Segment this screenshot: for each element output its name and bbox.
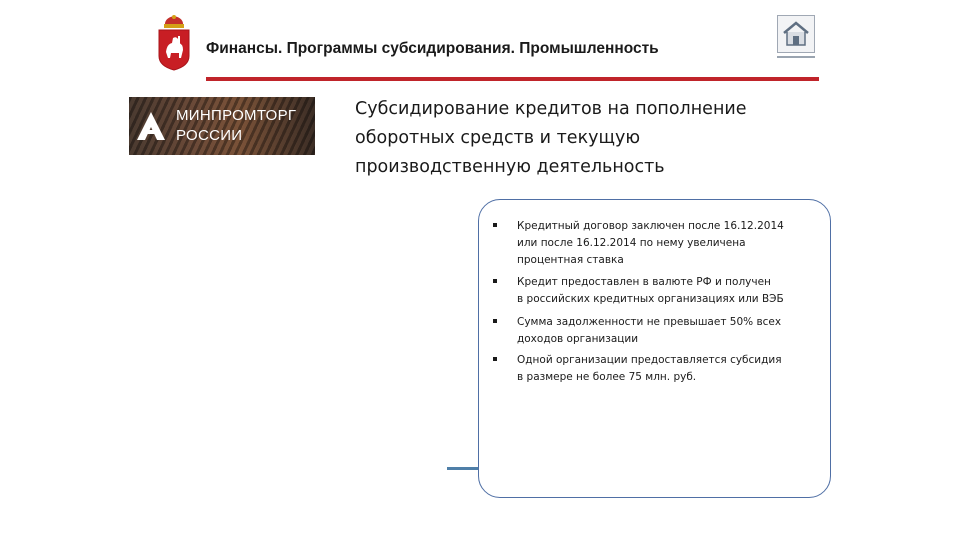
header-title: Финансы. Программы субсидирования. Промышленность — [206, 40, 659, 57]
home-button[interactable] — [777, 15, 815, 53]
bullet-icon — [493, 223, 497, 227]
minpromtorg-triangle-icon — [135, 110, 167, 142]
minpromtorg-logo — [129, 97, 315, 155]
bullet-icon — [493, 357, 497, 361]
slide-title-line: Субсидирование кредитов на пополнение — [355, 99, 747, 119]
list-item-text: доходов организации — [517, 333, 639, 345]
accent-line — [447, 467, 481, 470]
bullet-icon — [493, 319, 497, 323]
home-button-underline — [777, 56, 815, 58]
conditions-card — [478, 199, 831, 498]
list-item-text: Кредитный договор заключен после 16.12.2014 — [517, 220, 784, 232]
list-item-text: в российских кредитных организациях или ВЭБ — [517, 293, 784, 305]
list-item-text: в размере не более 75 млн. руб. — [517, 371, 697, 383]
bullet-icon — [493, 279, 497, 283]
header-divider — [206, 77, 819, 81]
list-item-text: Одной организации предоставляется субсидия — [517, 354, 782, 366]
logo-text-line1: МИНПРОМТОРГ — [176, 107, 297, 124]
list-item-text: Кредит предоставлен в валюте РФ и получен — [517, 276, 771, 288]
slide-title — [355, 95, 795, 182]
list-item-text: процентная ставка — [517, 254, 624, 266]
list-item-text: или после 16.12.2014 по нему увеличена — [517, 237, 746, 249]
logo-text-line2: РОССИИ — [176, 127, 243, 144]
slide-title-line: производственную деятельность — [355, 157, 665, 177]
slide-title-line: оборотных средств и текущую — [355, 128, 641, 148]
list-item-text: Сумма задолженности не превышает 50% всех — [517, 316, 782, 328]
home-icon — [782, 21, 810, 47]
perm-coat-of-arms-icon — [155, 14, 193, 72]
